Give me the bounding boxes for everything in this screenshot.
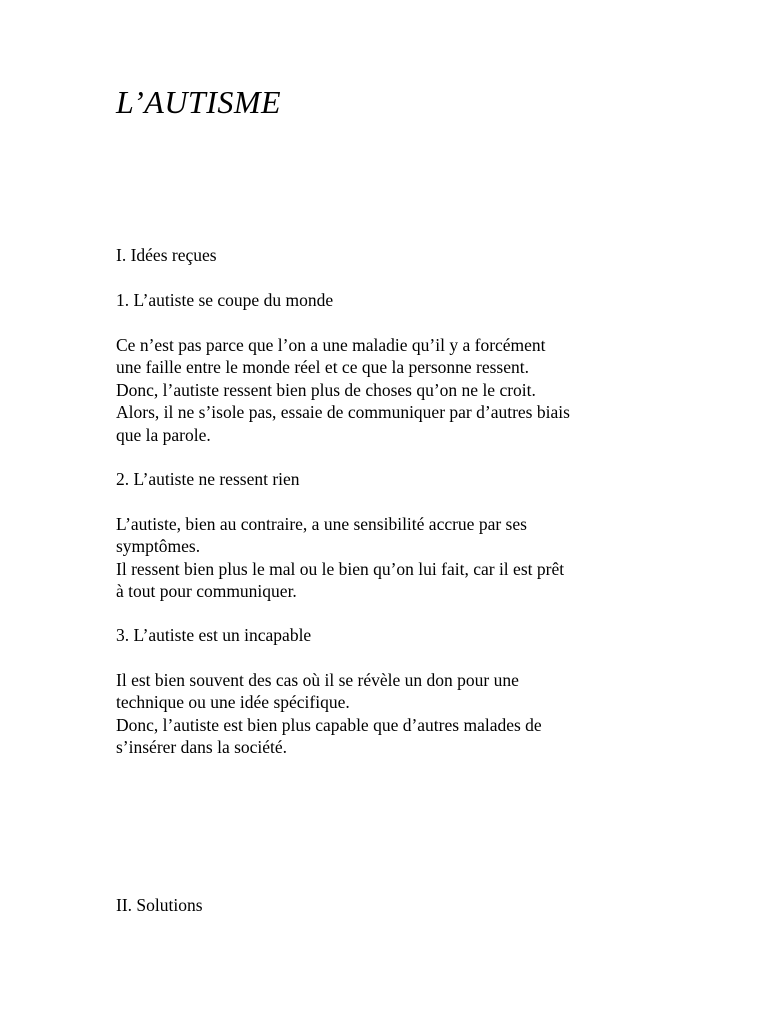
- document-title: L’AUTISME: [116, 84, 282, 120]
- paragraph-line: Donc, l’autiste ressent bien plus de choses qu’on ne le croit.: [116, 380, 536, 400]
- paragraph-line: Alors, il ne s’isole pas, essaie de communiquer par d’autres biais: [116, 402, 570, 422]
- section-heading-ideas: I. Idées reçues: [116, 245, 217, 265]
- item-heading-3: 3. L’autiste est un incapable: [116, 625, 312, 645]
- paragraph-line: s’insérer dans la société.: [116, 737, 288, 757]
- item-heading-1: 1. L’autiste se coupe du monde: [116, 290, 334, 310]
- item-heading-2: 2. L’autiste ne ressent rien: [116, 469, 300, 489]
- paragraph-line: à tout pour communiquer.: [116, 581, 297, 601]
- paragraph-line: L’autiste, bien au contraire, a une sensibilité accrue par ses: [116, 514, 527, 534]
- paragraph-line: Donc, l’autiste est bien plus capable que d’autres malades de: [116, 715, 542, 735]
- paragraph-line: Il ressent bien plus le mal ou le bien qu’on lui fait, car il est prêt: [116, 559, 565, 579]
- paragraph-line: symptômes.: [116, 536, 201, 556]
- paragraph-line: technique ou une idée spécifique.: [116, 692, 350, 712]
- paragraph-line: que la parole.: [116, 425, 211, 445]
- paragraph-line: Ce n’est pas parce que l’on a une maladie qu’il y a forcément: [116, 335, 546, 355]
- paragraph-line: Il est bien souvent des cas où il se révèle un don pour une: [116, 670, 519, 690]
- paragraph-line: une faille entre le monde réel et ce que la personne ressent.: [116, 357, 530, 377]
- section-heading-solutions: II. Solutions: [116, 895, 203, 915]
